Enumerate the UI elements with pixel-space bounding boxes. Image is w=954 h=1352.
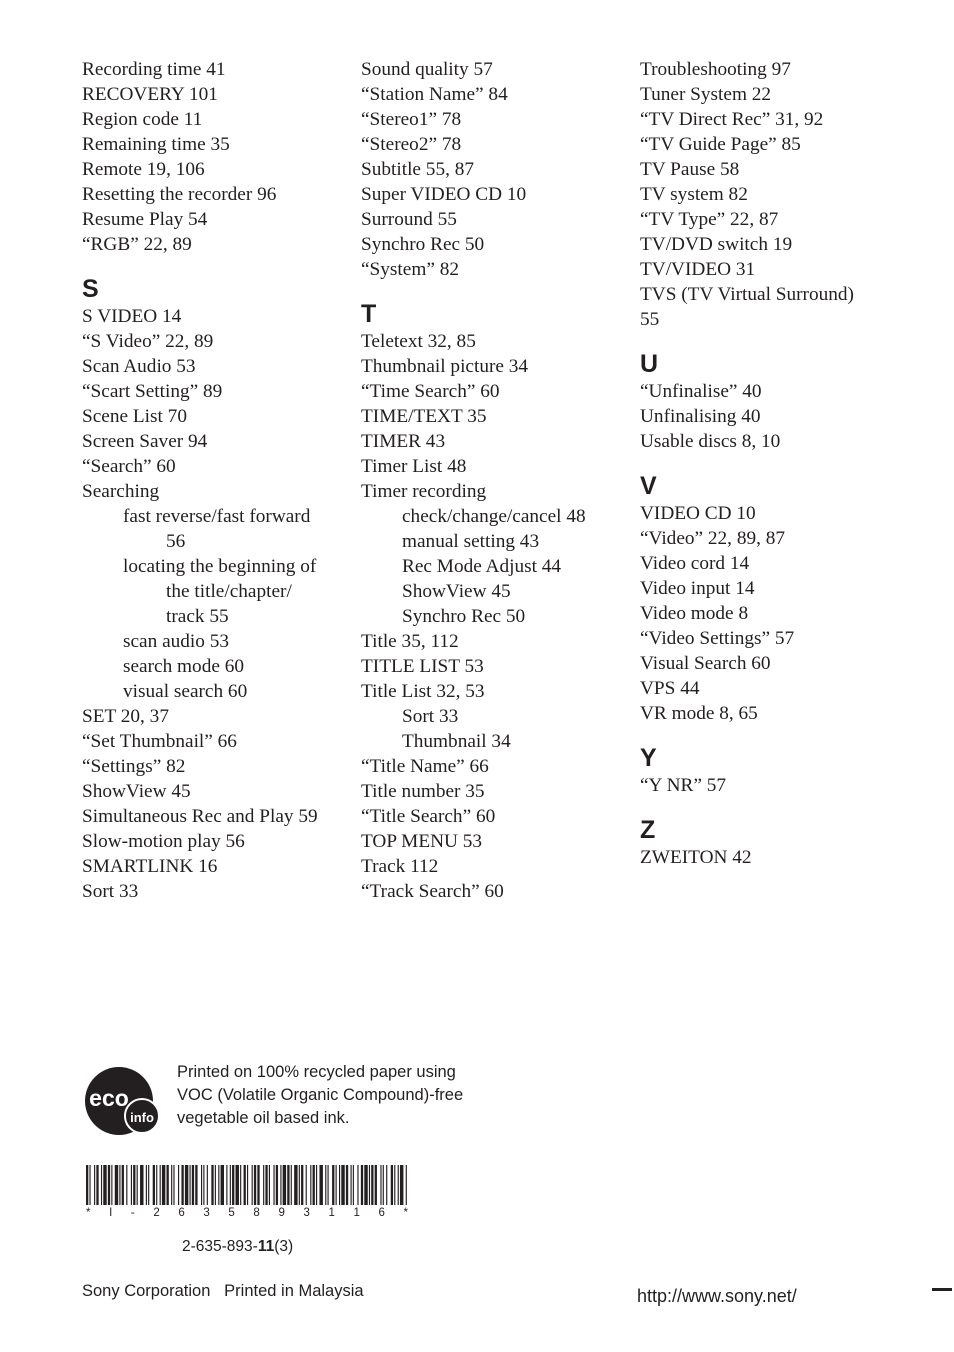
barcode-bar — [263, 1165, 264, 1205]
index-entry: TIMER 43 — [361, 431, 446, 452]
barcode-bar — [398, 1165, 399, 1205]
barcode-bar — [375, 1165, 377, 1205]
index-entry: “Y NR” 57 — [640, 775, 727, 796]
barcode-digit: 1 — [328, 1207, 335, 1219]
barcode-bar — [336, 1165, 337, 1205]
index-entry: Resetting the recorder 96 — [82, 184, 277, 205]
barcode-bar — [319, 1165, 322, 1205]
barcode-bar — [240, 1165, 241, 1205]
barcode-bar — [96, 1165, 98, 1205]
index-entry: TV Pause 58 — [640, 159, 740, 180]
barcode-bar — [111, 1165, 112, 1205]
barcode-bar — [203, 1165, 204, 1205]
index-entry: “Video” 22, 89, 87 — [640, 528, 786, 549]
barcode-bar — [148, 1165, 149, 1205]
index-entry: Timer List 48 — [361, 456, 467, 477]
index-letter-heading: S — [82, 275, 99, 303]
index-entry: Title number 35 — [361, 781, 485, 802]
index-entry: VIDEO CD 10 — [640, 503, 756, 524]
index-entry: Sound quality 57 — [361, 59, 493, 80]
barcode-bar — [383, 1165, 384, 1205]
index-entry: “S Video” 22, 89 — [82, 331, 214, 352]
barcode-bar — [391, 1165, 393, 1205]
barcode-digits — [86, 1207, 408, 1219]
index-entry: “Set Thumbnail” 66 — [82, 731, 237, 752]
index-entry: Super VIDEO CD 10 — [361, 184, 527, 205]
index-entry: “Stereo2” 78 — [361, 134, 462, 155]
barcode-digit: 6 — [178, 1207, 185, 1219]
index-letter-heading: U — [640, 350, 659, 378]
barcode-bar — [181, 1165, 183, 1205]
part-number — [182, 1238, 293, 1256]
index-entry: TITLE LIST 53 — [361, 656, 484, 677]
barcode-bar — [108, 1165, 110, 1205]
barcode-bar — [339, 1165, 340, 1205]
barcode-bar — [122, 1165, 124, 1205]
barcode-bar — [221, 1165, 224, 1205]
barcode-bar — [357, 1165, 358, 1205]
barcode-bar — [351, 1165, 352, 1205]
index-entry: ZWEITON 42 — [640, 847, 752, 868]
barcode-bar — [313, 1165, 315, 1205]
index-subentry: Synchro Rec 50 — [402, 606, 526, 627]
index-letter-heading: T — [361, 300, 377, 328]
index-entry: Remote 19, 106 — [82, 159, 205, 180]
barcode-bar — [325, 1165, 326, 1205]
index-entry: Searching — [82, 481, 160, 502]
website-url: http://www.sony.net/ — [637, 1286, 797, 1306]
barcode-bar — [371, 1165, 373, 1205]
index-entry: “Search” 60 — [82, 456, 176, 477]
index-entry: Remaining time 35 — [82, 134, 230, 155]
index-entry: Slow-motion play 56 — [82, 831, 245, 852]
barcode-bar — [380, 1165, 381, 1205]
barcode-bar — [101, 1165, 102, 1205]
barcode-bar — [103, 1165, 106, 1205]
eco-logo-main-text: eco — [89, 1085, 129, 1111]
barcode-bar — [291, 1165, 292, 1205]
barcode-bar — [232, 1165, 234, 1205]
barcode-bar — [316, 1165, 317, 1205]
index-entry: Sort 33 — [82, 881, 139, 902]
barcode-digit: 2 — [153, 1207, 160, 1219]
part-number-prefix: 2-635-893- — [182, 1238, 258, 1255]
barcode-bar — [115, 1165, 118, 1205]
barcode-bar — [167, 1165, 169, 1205]
index-entry: VPS 44 — [640, 678, 700, 699]
index-letter-heading: Z — [640, 816, 656, 844]
barcode-bar — [192, 1165, 194, 1205]
barcode-digit: 6 — [378, 1207, 385, 1219]
barcode-bar — [244, 1165, 246, 1205]
barcode-bar — [201, 1165, 202, 1205]
eco-notice-line: Printed on 100% recycled paper using — [177, 1063, 456, 1081]
index-entry: Scene List 70 — [82, 406, 187, 427]
index-entry: Synchro Rec 50 — [361, 234, 485, 255]
index-entry: “Scart Setting” 89 — [82, 381, 223, 402]
index-subentry: locating the beginning of — [123, 556, 317, 577]
barcode-bar — [247, 1165, 248, 1205]
index-subentry: Thumbnail 34 — [402, 731, 511, 752]
index-subentry: ShowView 45 — [402, 581, 511, 602]
barcode-bar — [89, 1165, 90, 1205]
index-entry: Troubleshooting 97 — [640, 59, 791, 80]
barcode-bar — [361, 1165, 363, 1205]
index-entry: Visual Search 60 — [640, 653, 771, 674]
index-entry: Title List 32, 53 — [361, 681, 485, 702]
index-entry: Usable discs 8, 10 — [640, 431, 781, 452]
index-column-2 — [361, 57, 631, 904]
barcode-bar — [173, 1165, 174, 1205]
index-entry: S VIDEO 14 — [82, 306, 182, 327]
index-entry: Screen Saver 94 — [82, 431, 208, 452]
index-entry: “Station Name” 84 — [361, 84, 508, 105]
barcode-bar — [126, 1165, 127, 1205]
index-subentry: the title/chapter/ — [166, 581, 292, 602]
barcode-bar — [230, 1165, 231, 1205]
index-subentry: visual search 60 — [123, 681, 248, 702]
index-entry: “Stereo1” 78 — [361, 109, 462, 130]
barcode-bar — [178, 1165, 179, 1205]
index-entry: ShowView 45 — [82, 781, 191, 802]
barcode-digit: 8 — [253, 1207, 260, 1219]
barcode-bar — [364, 1165, 367, 1205]
index-column-1 — [82, 57, 352, 904]
index-entry: Tuner System 22 — [640, 84, 772, 105]
barcode-bar — [156, 1165, 157, 1205]
barcode-bar — [252, 1165, 253, 1205]
index-subentry: fast reverse/fast forward — [123, 506, 311, 527]
index-entry: “Unfinalise” 40 — [640, 381, 762, 402]
barcode-bar — [276, 1165, 278, 1205]
barcode-bar — [269, 1165, 270, 1205]
barcode-bar — [400, 1165, 403, 1205]
index-entry: Simultaneous Rec and Play 59 — [82, 806, 318, 827]
eco-paper-notice — [177, 1061, 463, 1130]
barcode-digit: - — [130, 1207, 135, 1219]
index-entry: TOP MENU 53 — [361, 831, 483, 852]
eco-notice-line: VOC (Volatile Organic Compound)-free — [177, 1086, 464, 1104]
barcode-bar — [94, 1165, 95, 1205]
barcode-bar — [301, 1165, 303, 1205]
index-entry: RECOVERY 101 — [82, 84, 218, 105]
index-entry: Video input 14 — [640, 578, 755, 599]
eco-info-logo — [82, 1065, 162, 1135]
barcode-bar — [283, 1165, 286, 1205]
barcode-digit: 3 — [203, 1207, 210, 1219]
index-entry: Thumbnail picture 34 — [361, 356, 529, 377]
index-entry: Resume Play 54 — [82, 209, 208, 230]
barcode-bar — [273, 1165, 274, 1205]
barcode-bar — [146, 1165, 147, 1205]
index-entry: “Title Name” 66 — [361, 756, 489, 777]
barcode-bar — [162, 1165, 165, 1205]
index-entry: TVS (TV Virtual Surround) — [640, 284, 854, 305]
barcode-digit: * — [403, 1207, 408, 1219]
index-entry: “Settings” 82 — [82, 756, 186, 777]
barcode-bar — [137, 1165, 138, 1205]
index-entry: Region code 11 — [82, 109, 203, 130]
index-entry: TV system 82 — [640, 184, 748, 205]
index-subentry: Sort 33 — [402, 706, 459, 727]
index-entry: Unfinalising 40 — [640, 406, 761, 427]
index-entry: Subtitle 55, 87 — [361, 159, 475, 180]
index-entry: “TV Direct Rec” 31, 92 — [640, 109, 824, 130]
barcode-bar — [369, 1165, 370, 1205]
index-subentry: search mode 60 — [123, 656, 244, 677]
barcode-digit: 1 — [353, 1207, 360, 1219]
barcode-bar — [394, 1165, 395, 1205]
barcode-digit: I — [109, 1207, 113, 1219]
index-entry: TV/DVD switch 19 — [640, 234, 793, 255]
barcode-bar — [195, 1165, 197, 1205]
barcode-bar — [185, 1165, 188, 1205]
barcode-bar — [119, 1165, 120, 1205]
index-entry: Teletext 32, 85 — [361, 331, 476, 352]
barcode-bar — [226, 1165, 227, 1205]
index-column-3 — [640, 57, 880, 870]
barcode-bar — [215, 1165, 216, 1205]
index-subentry: track 55 — [166, 606, 229, 627]
page-edge-mark — [932, 1288, 952, 1291]
barcode-bar — [140, 1165, 143, 1205]
index-entry: Video cord 14 — [640, 553, 750, 574]
index-entry: “RGB” 22, 89 — [82, 234, 192, 255]
index-entry: “TV Type” 22, 87 — [640, 209, 779, 230]
barcode-bar — [328, 1165, 329, 1205]
barcode-bar — [160, 1165, 161, 1205]
index-entry: “TV Guide Page” 85 — [640, 134, 801, 155]
barcode-bar — [280, 1165, 281, 1205]
barcode-bar — [254, 1165, 256, 1205]
barcode-bar — [341, 1165, 344, 1205]
barcode-bar — [346, 1165, 348, 1205]
index-subentry: manual setting 43 — [402, 531, 540, 552]
index-subentry: 56 — [166, 531, 186, 552]
barcode-bar — [386, 1165, 387, 1205]
index-subentry: Rec Mode Adjust 44 — [402, 556, 562, 577]
barcode-bar — [207, 1165, 208, 1205]
index-subentry: check/change/cancel 48 — [402, 506, 586, 527]
barcode-digit: 9 — [278, 1207, 285, 1219]
barcode-bar — [171, 1165, 172, 1205]
index-entry: TV/VIDEO 31 — [640, 259, 756, 280]
barcode-bar — [353, 1165, 354, 1205]
barcode-bar — [236, 1165, 239, 1205]
index-entry: SET 20, 37 — [82, 706, 169, 727]
index-entry: “System” 82 — [361, 259, 459, 280]
barcode-bar — [306, 1165, 307, 1205]
barcode-bar — [133, 1165, 135, 1205]
index-entry: Track 112 — [361, 856, 439, 877]
barcode-bar — [299, 1165, 300, 1205]
index-letter-heading: Y — [640, 744, 657, 772]
barcode-bar — [265, 1165, 267, 1205]
barcode-bar — [332, 1165, 334, 1205]
index-entry: TIME/TEXT 35 — [361, 406, 487, 427]
barcode-bar — [310, 1165, 311, 1205]
barcode-digit: 5 — [228, 1207, 235, 1219]
index-entry: Scan Audio 53 — [82, 356, 196, 377]
barcode-bar — [153, 1165, 155, 1205]
index-entry: “Time Search” 60 — [361, 381, 500, 402]
index-entry: Surround 55 — [361, 209, 457, 230]
barcode-bar — [86, 1165, 88, 1205]
barcode-bar — [294, 1165, 297, 1205]
index-entry: SMARTLINK 16 — [82, 856, 218, 877]
barcode-bar — [287, 1165, 289, 1205]
index-entry: 55 — [640, 309, 660, 330]
part-number-edition: 11 — [257, 1238, 275, 1255]
company-line: Sony Corporation Printed in Malaysia — [82, 1282, 364, 1300]
eco-logo-sub-text: info — [130, 1110, 154, 1125]
barcode-bar — [406, 1165, 407, 1205]
barcode-digit: 3 — [303, 1207, 310, 1219]
index-entry: Video mode 8 — [640, 603, 749, 624]
index-subentry: scan audio 53 — [123, 631, 230, 652]
eco-notice-line: vegetable oil based ink. — [177, 1109, 350, 1127]
part-number-revision: (3) — [274, 1238, 294, 1255]
index-letter-heading: V — [640, 472, 657, 500]
barcode-bar — [257, 1165, 259, 1205]
index-entry: “Track Search” 60 — [361, 881, 504, 902]
barcode-bar — [131, 1165, 132, 1205]
index-entry: VR mode 8, 65 — [640, 703, 758, 724]
index-entry: Recording time 41 — [82, 59, 226, 80]
index-entry: Title 35, 112 — [361, 631, 459, 652]
barcode-bar — [190, 1165, 191, 1205]
barcode-bar — [218, 1165, 219, 1205]
index-entry: “Video Settings” 57 — [640, 628, 795, 649]
index-entry: Timer recording — [361, 481, 487, 502]
barcode-digit: * — [86, 1207, 91, 1219]
index-entry: “Title Search” 60 — [361, 806, 496, 827]
barcode-bar — [211, 1165, 213, 1205]
